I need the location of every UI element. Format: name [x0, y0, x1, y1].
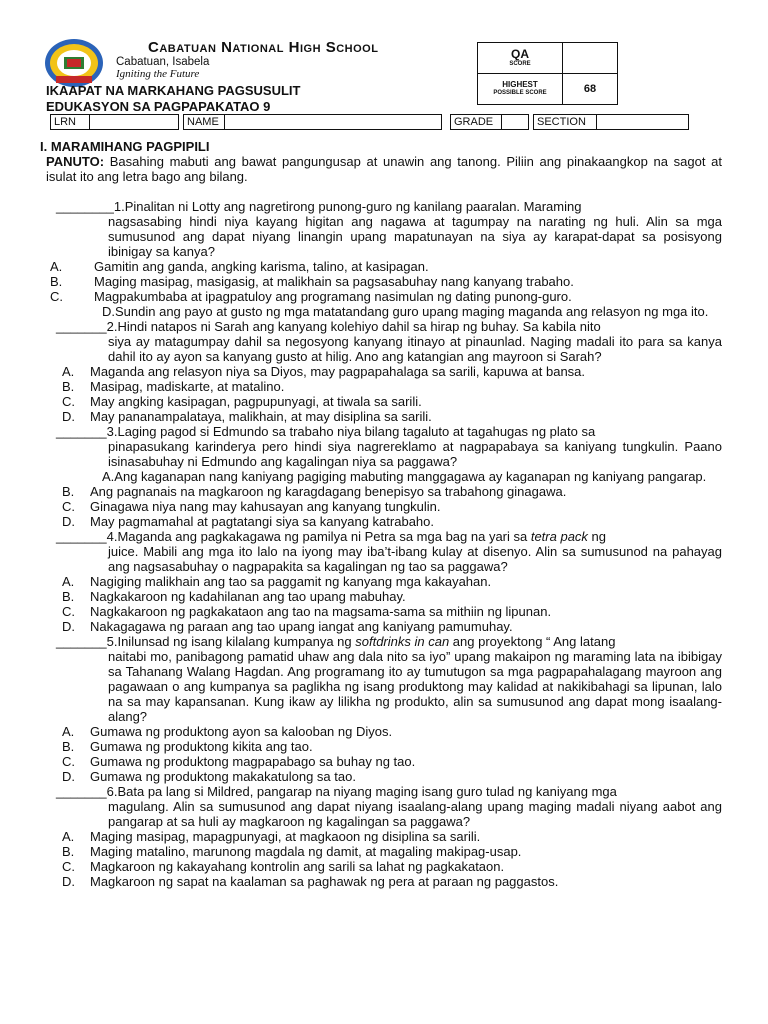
option-text: Magpakumbaba at ipagpatuloy ang programang nasimulan ng dating punong-guro. [94, 289, 572, 304]
section-label: SECTION [533, 114, 597, 130]
grade-label: GRADE [450, 114, 502, 130]
lrn-label: LRN [50, 114, 90, 130]
question-number: 3. [106, 424, 118, 439]
question-number: 4. [106, 529, 118, 544]
question-text: Pinalitan ni Lotty ang nagretirong punong-guro ng kanilang paaralan. Maraming [124, 199, 582, 214]
score-label: SCORE [509, 61, 531, 67]
section-field[interactable] [596, 114, 689, 130]
option-b [62, 484, 722, 499]
question-text-italic: softdrinks in can [355, 634, 450, 649]
option-text: Nagkakaroon ng pagkakataon ang tao na magsama-sama sa mithiin ng lipunan. [90, 604, 552, 619]
name-field[interactable] [224, 114, 442, 130]
option-text: Gumawa ng produktong ayon sa kalooban ng Diyos. [90, 724, 393, 739]
option-d [62, 769, 722, 784]
score-value-field[interactable] [563, 43, 618, 74]
option-c [62, 394, 722, 409]
option-letter: B. [62, 844, 75, 859]
option-text: Gumawa ng produktong kikita ang tao. [90, 739, 313, 754]
option-letter: B. [62, 739, 75, 754]
answer-blank[interactable]: _______ [56, 424, 107, 439]
option-d [62, 514, 722, 529]
name-label: NAME [183, 114, 225, 130]
school-logo [44, 38, 104, 88]
option-letter: A. [50, 259, 63, 274]
question-text-part: Inilunsad ng isang kilalang kumpanya ng [117, 634, 356, 649]
highest-score-value: 68 [563, 74, 618, 105]
question-text: Bata pa lang si Mildred, pangarap na niyang maging isang guro tulad ng kaniyang mga [117, 784, 617, 799]
option-text: Sundin ang payo at gusto ng mga matatandang guro upang maging maganda ang relasyon ng mga ito. [115, 304, 709, 319]
option-letter: A. [62, 364, 75, 379]
option-c [62, 604, 722, 619]
option-text: Nagiging malikhain ang tao sa paggamit ng kanyang mga kakayahan. [90, 574, 492, 589]
school-location: Cabatuan, Isabela [116, 56, 210, 68]
question-1 [46, 199, 722, 319]
option-letter: A. [102, 469, 115, 484]
exam-title-line-1: IKAAPAT NA MARKAHANG PAGSUSULIT [46, 83, 301, 98]
question-stem [46, 784, 722, 799]
option-d [62, 409, 722, 424]
option-letter: C. [62, 859, 75, 874]
option-letter: C. [62, 754, 75, 769]
option-a [62, 724, 722, 739]
option-b [62, 739, 722, 754]
school-name: Cabatuan National High School [148, 39, 379, 56]
question-text-part: Maganda ang pagkakagawa ng pamilya ni Petra sa mga bag na yari sa [117, 529, 531, 544]
answer-blank[interactable]: _______ [56, 784, 107, 799]
question-text [117, 529, 606, 544]
question-number: 2. [106, 319, 118, 334]
option-a [62, 829, 722, 844]
option-letter: D. [62, 874, 75, 889]
option-b [50, 274, 722, 289]
exam-title-line-2: EDUKASYON SA PAGPAPAKATAO 9 [46, 99, 271, 114]
option-d [46, 304, 722, 319]
option-a [50, 259, 722, 274]
qa-score-label [478, 43, 563, 74]
answer-blank[interactable]: ________ [56, 199, 114, 214]
option-text: Magkaroon ng sapat na kaalaman sa paghawak ng pera at paraan ng paggastos. [90, 874, 559, 889]
question-text-part: ang proyektong “ Ang latang [449, 634, 616, 649]
option-d [62, 874, 722, 889]
question-text-cont: juice. Mabili ang mga ito lalo na iyong may iba’t-ibang kulay at disenyo. Alin sa sumusunod na pahayag ang nagsasabuhay o nagpapakita sa kagalingan ng tao sa paggawa? [108, 544, 722, 574]
option-letter: A. [62, 574, 75, 589]
option-text: Maging matalino, marunong magdala ng damit, at magaling makipag-usap. [90, 844, 522, 859]
option-a [62, 364, 722, 379]
option-text: Ginagawa niya nang may kahusayan ang kanyang tungkulin. [90, 499, 441, 514]
option-text: May pananampalataya, malikhain, at may disiplina sa sarili. [90, 409, 432, 424]
question-number: 6. [106, 784, 118, 799]
highest-label: HIGHEST [502, 80, 538, 89]
question-stem [46, 529, 722, 544]
option-letter: B. [50, 274, 63, 289]
question-text: Laging pagod si Edmundo sa trabaho niya bilang tagaluto at tagahugas ng plato sa [117, 424, 596, 439]
option-letter: C. [50, 289, 63, 304]
option-text: Nagkakaroon ng kadahilanan ang tao upang mabuhay. [90, 589, 406, 604]
option-text: Maging masipag, masigasig, at malikhain sa pagsasabuhay nang kanyang trabaho. [94, 274, 574, 289]
option-letter: D. [102, 304, 115, 319]
option-text: Ang kaganapan nang kaniyang pagiging mabuting manggagawa ay kaganapan ng kaniyang pangarap. [114, 469, 707, 484]
option-text: Masipag, madiskarte, at matalino. [90, 379, 285, 394]
question-text-cont: nagsasabing hindi niya kayang higitan ang nagawa at tagumpay na narating ng huli. Alin sa mga sumusunod ang dapat niyang linangin upang mapatunayan na siya ay karapat-dapat sa posisyong ibinigay sa kanya? [108, 214, 722, 259]
option-c [62, 754, 722, 769]
option-letter: D. [62, 409, 75, 424]
question-text-italic: tetra pack [530, 529, 588, 544]
exam-title [46, 83, 300, 115]
option-a [62, 574, 722, 589]
question-3 [46, 424, 722, 529]
option-text: Ang pagnanais na magkaroon ng karagdagang benepisyo sa trabahong ginagawa. [90, 484, 567, 499]
option-letter: A. [62, 724, 75, 739]
question-stem [46, 634, 722, 649]
option-text: Maganda ang relasyon niya sa Diyos, may pagpapahalaga sa sarili, kapuwa at bansa. [90, 364, 586, 379]
option-letter: B. [62, 379, 75, 394]
option-letter: D. [62, 619, 75, 634]
option-c [50, 289, 722, 304]
school-motto: Igniting the Future [116, 68, 200, 80]
question-text-cont: siya ay matagumpay dahil sa negosyong kanyang itinayo at pinaunlad. Naging madali ito para sa kanya dahil ito ay ayon sa kanyang gusto at hilig. Ano ang katangian ang mayroon si Sarah? [108, 334, 722, 364]
option-b [62, 844, 722, 859]
question-text-part: ng [587, 529, 607, 544]
highest-score-label [478, 74, 563, 105]
possible-score-label: POSSIBLE SCORE [493, 90, 547, 96]
question-stem [46, 199, 722, 214]
question-text [117, 634, 615, 649]
option-text: May angking kasipagan, pagpupunyagi, at tiwala sa sarili. [90, 394, 422, 409]
option-b [62, 589, 722, 604]
option-letter: A. [62, 829, 75, 844]
option-letter: D. [62, 514, 75, 529]
option-letter: B. [62, 484, 75, 499]
lrn-field[interactable] [89, 114, 179, 130]
question-text-cont: naitabi mo, panibagong pamatid uhaw ang dala nito sa iyo” upang makaipon ng maraming lata na ibibigay sa Tahanang Walang Hagdan. Ang programang ito ay tumutugon sa mga pagpapahalagang mayroon ang pagawaan o ang kumpanya sa paglikha ng isang produktong may kalidad at nakikibahagi sa lipunan, lalo na sa may kapansanan. Kung ikaw ay lilikha ng produkto, alin sa sumusunod ang dapat mong isaalang-alang? [108, 649, 722, 724]
option-text: May pagmamahal at pagtatangi siya sa kanyang katrabaho. [90, 514, 434, 529]
answer-blank[interactable]: _______ [56, 634, 107, 649]
section-title: I. MARAMIHANG PAGPIPILI [40, 139, 210, 154]
question-text-cont: magulang. Alin sa sumusunod ang dapat niyang isaalang-alang upang maging madali niyang aabot ang pangarap at sa huli ay magkaroon ng kagalingan sa paggawa? [108, 799, 722, 829]
question-2 [46, 319, 722, 424]
panuto-label: PANUTO: [46, 154, 105, 169]
option-text: Magkaroon ng kakayahang kontrolin ang sarili sa lahat ng pagkakataon. [90, 859, 505, 874]
option-text: Gumawa ng produktong makakatulong sa tao. [90, 769, 356, 784]
option-text: Gumawa ng produktong magpapabago sa buhay ng tao. [90, 754, 416, 769]
qa-label: QA [511, 47, 529, 61]
option-text: Gamitin ang ganda, angking karisma, talino, at kasipagan. [94, 259, 429, 274]
option-letter: C. [62, 604, 75, 619]
score-box [477, 42, 618, 105]
option-letter: C. [62, 394, 75, 409]
option-a [46, 469, 722, 484]
question-5 [46, 634, 722, 784]
question-text: Hindi natapos ni Sarah ang kanyang kolehiyo dahil sa hirap ng buhay. Sa kabila nito [117, 319, 601, 334]
answer-blank[interactable]: _______ [56, 319, 107, 334]
option-text: Nakagagawa ng paraan ang tao upang iangat ang kaniyang pamumuhay. [90, 619, 513, 634]
question-4 [46, 529, 722, 634]
panuto-text: Basahing mabuti ang bawat pangungusap at unawin ang tanong. Piliin ang pinakaangkop na sagot at isulat ito ang letra bago ang bilang. [46, 154, 722, 184]
option-letter: C. [62, 499, 75, 514]
option-b [62, 379, 722, 394]
option-c [62, 499, 722, 514]
question-text-cont: pinapasukang karinderya pero hindi siya nagrereklamo at nagpapabaya sa kaniyang tungkulin. Paano isinasabuhay ni Edmundo ang kagalingan niya sa paggawa? [108, 439, 722, 469]
question-6 [46, 784, 722, 889]
option-c [62, 859, 722, 874]
instructions [46, 154, 722, 184]
exam-content [40, 139, 722, 889]
option-d [62, 619, 722, 634]
option-text: Maging masipag, mapagpunyagi, at magkaoon ng disiplina sa sarili. [90, 829, 481, 844]
question-number: 1. [113, 199, 125, 214]
option-letter: D. [62, 769, 75, 784]
question-stem [46, 319, 722, 334]
question-stem [46, 424, 722, 439]
grade-field[interactable] [501, 114, 529, 130]
question-number: 5. [106, 634, 118, 649]
answer-blank[interactable]: _______ [56, 529, 107, 544]
option-letter: B. [62, 589, 75, 604]
